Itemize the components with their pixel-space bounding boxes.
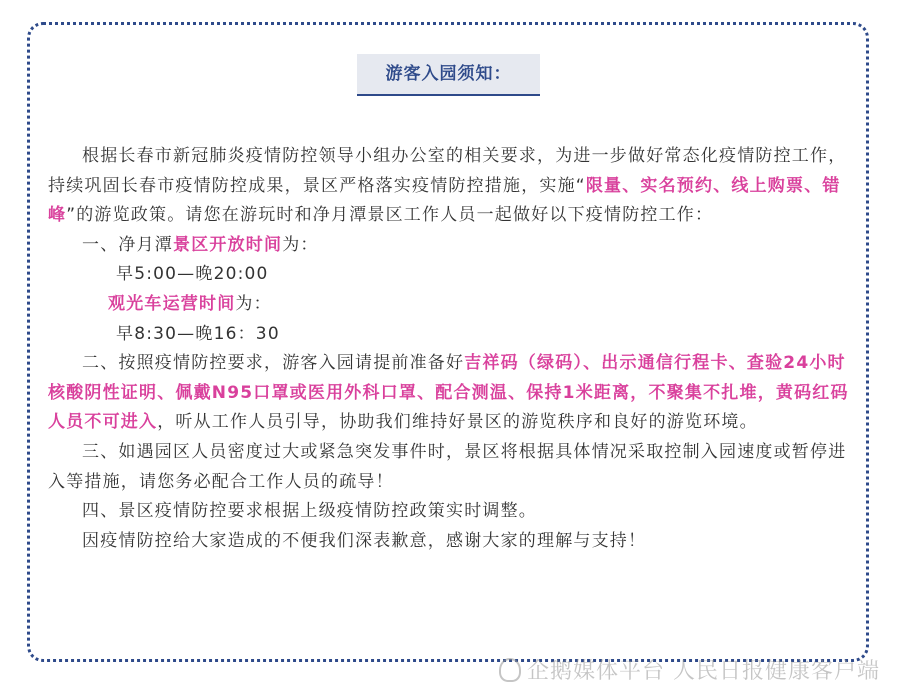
closing-paragraph: 因疫情防控给大家造成的不便我们深表歉意，感谢大家的理解与支持！ <box>82 530 647 551</box>
item2-paragraph: 二、按照疫情防控要求，游客入园请提前准备好吉祥码（绿码）、出示通信行程卡、查验24小时核酸阴性证明、佩戴N95口罩或医用外科口罩、配合测温、保持1米距离，不聚集不扎堆，黄码红码人员不可进入，听从工作人员引导，协助我们维持好景区的游览秩序和良好的游览环境。 <box>48 353 849 433</box>
item4-paragraph: 四、景区疫情防控要求根据上级疫情防控政策实时调整。 <box>82 501 537 522</box>
shuttle-hours-highlight: 观光车运营时间 <box>108 293 236 314</box>
penguin-logo-icon <box>499 658 521 682</box>
item3-paragraph: 三、如遇园区人员密度过大或紧急突发事件时，景区将根据具体情况采取控制入园速度或暂停进入等措施，请您务必配合工作人员的疏导！ <box>48 441 847 492</box>
opening-hours-time: 早5:00—晚20:00 <box>116 264 269 285</box>
intro-paragraph: 根据长春市新冠肺炎疫情防控领导小组办公室的相关要求，为进一步做好常态化疫情防控工作，持续巩固长春市疫情防控成果，景区严格落实疫情防控措施，实施“限量、实名预约、线上购票、错峰”的游览政策。请您在游玩时和净月潭景区工作人员一起做好以下疫情防控工作： <box>48 146 847 226</box>
requirements-highlight: 吉祥码（绿码）、出示通信行程卡、查验24小时核酸阴性证明、佩戴N95口罩或医用外科口罩、配合测温、保持1米距离，不聚集不扎堆，黄码红码人员不可进入 <box>48 353 849 433</box>
opening-hours-highlight: 景区开放时间 <box>173 234 283 255</box>
shuttle-line: 观光车运营时间为： <box>108 293 272 314</box>
intro-highlight: 限量、实名预约、线上购票、错峰 <box>48 175 841 226</box>
shuttle-hours-time: 早8:30—晚16：30 <box>116 323 280 344</box>
notice-body <box>48 142 856 556</box>
item1-line: 一、净月潭景区开放时间为： <box>82 234 319 255</box>
notice-title: 游客入园须知： <box>357 54 540 96</box>
watermark: 企鹅媒体平台 人民日报健康客户端 <box>499 654 880 685</box>
